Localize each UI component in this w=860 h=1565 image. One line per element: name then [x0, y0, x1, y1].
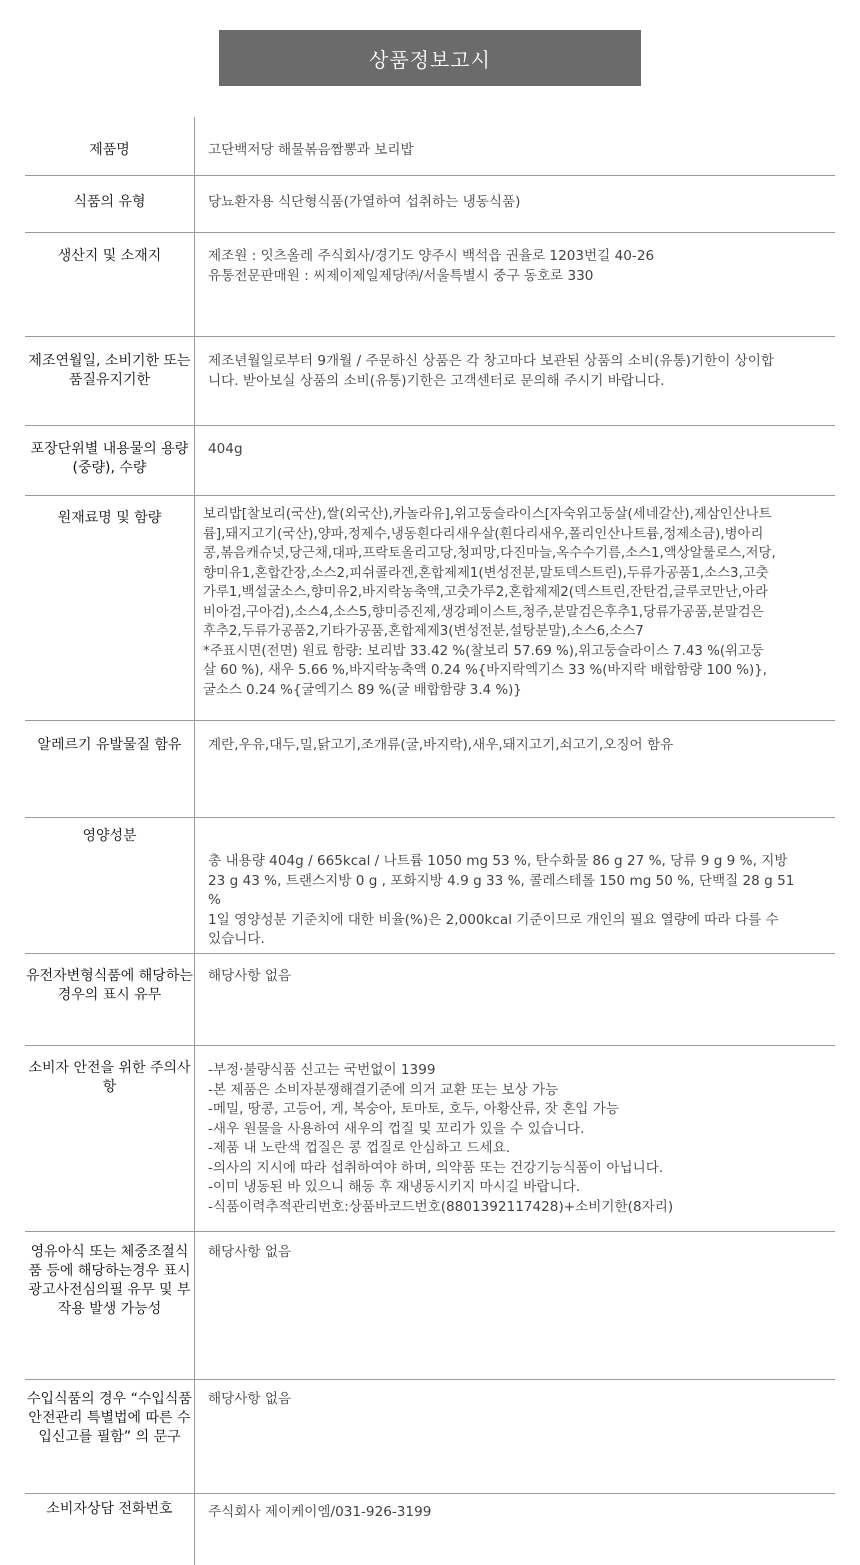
value-line: *주표시면(전면) 원료 함량: 보리밥 33.42 %(찰보리 57.69 %),위고둥슬라이스 7.43 %(위고둥: [203, 643, 764, 659]
label-line: 또는 품질유지기한: [68, 353, 191, 388]
row-label: [25, 1243, 194, 1319]
value-line: 후추2,두류가공품2,기타가공품,혼합제제3(변성전분,설탕분말),소스6,소스7: [203, 624, 644, 639]
value-line: -식품이력추적관리번호:상품바코드번호(8801392117428)+소비기한(8자리): [208, 1198, 674, 1215]
value-line: 굴소스 0.24 %{굴엑기스 89 %(굴 배합함량 3.4 %)}: [203, 682, 522, 698]
row-label: [25, 509, 194, 528]
value-line: 유통전문판매원 : 씨제이제일제당㈜/서울특별시 중구 동호로 330: [208, 267, 594, 284]
row-label: [25, 736, 194, 755]
row-product-name: [25, 117, 835, 176]
row-expiration: [25, 337, 835, 426]
row-imported-food: [25, 1380, 835, 1494]
row-label: [25, 967, 194, 1005]
label-line: 유무 및: [127, 1282, 173, 1298]
value-line: 니다. 받아보실 상품의 소비(유통)기한은 고객센터로 문의해 주시기 바랍니다.: [208, 372, 665, 389]
value-line: 총 내용량 404g / 665kcal / 나트륨 1050 mg 53 %, 탄수화물 86 g 27 %, 당류 9 g 9 %, 지방: [208, 853, 788, 869]
value-line: 가루1,백설굴소스,향미유2,바지락농축액,고춧가루2,혼합제제2(덱스트린,잔탄검,글루코만난,아라: [203, 585, 768, 600]
label-line: 소비자 안전을 위한: [28, 1060, 146, 1076]
row-food-type: [25, 176, 835, 233]
label-line: 부작용 발생 가능성: [57, 1282, 191, 1317]
label-line: 해당하는 경우의: [57, 968, 193, 1003]
row-label: [25, 827, 194, 846]
value-line: -새우 원물을 사용하여 새우의 껍질 및 꼬리가 있을 수 있습니다.: [208, 1120, 585, 1137]
value-line: 있습니다.: [208, 931, 265, 947]
row-package-capacity: [25, 426, 835, 496]
value-line: -부정·불량식품 신고는 국번없이 1399: [208, 1062, 436, 1078]
row-value: [208, 352, 836, 391]
label-line: 주의사항: [102, 1060, 191, 1095]
value-line: 콩,볶음캐슈넛,당근채,대파,프락토올리고당,청피망,다진마늘,옥수수기름,소스1,액상알룰로스,저당,: [203, 546, 776, 561]
value-line: 23 g 43 %, 트랜스지방 0 g , 포화지방 4.9 g 33 %, 콜레스테롤 150 mg 50 %, 단백질 28 g 51: [208, 872, 795, 889]
row-label: [25, 141, 194, 160]
label-line: 제품명: [89, 142, 130, 158]
row-value: [208, 736, 836, 756]
label-line: 식품의 유형: [73, 194, 146, 210]
row-label: [25, 247, 194, 266]
label-line: 알레르기 유발물질 함유: [37, 737, 182, 753]
row-value: [203, 505, 837, 700]
row-value: [208, 193, 836, 213]
value-line: 당뇨환자용 식단형식품(가열하여 섭취하는 냉동식품): [208, 194, 521, 210]
row-ingredients: [25, 496, 835, 721]
row-value: [208, 1061, 836, 1217]
row-safety-notes: [25, 1046, 835, 1232]
label-line: 전화번호: [118, 1501, 173, 1517]
row-value: [208, 141, 836, 161]
value-line: 고단백저당 해물볶음짬뽕과 보리밥: [208, 142, 414, 158]
row-label: [25, 1500, 194, 1519]
row-value: [208, 1390, 836, 1410]
row-value: [208, 1243, 836, 1263]
row-nutrition: [25, 818, 835, 954]
column-divider: [194, 117, 195, 1565]
label-line: 유전자변형식품에: [26, 968, 135, 984]
value-line: 향미유1,혼합간장,소스2,피쉬콜라겐,혼합제제1(변성전분,말토덱스트린),두류가공품1,소스3,고춧: [203, 565, 769, 581]
row-label: [25, 440, 194, 478]
value-line: -메밀, 땅콩, 고등어, 게, 복숭아, 토마토, 호두, 아황산류, 잣 혼입 가능: [208, 1101, 619, 1117]
value-line: 해당사항 없음: [208, 1391, 292, 1407]
row-value: [208, 440, 836, 460]
row-consumer-phone: [25, 1494, 835, 1565]
label-line: 영양성분: [82, 828, 137, 844]
value-line: %: [208, 892, 221, 908]
value-line: 계란,우유,대두,밀,닭고기,조개류(굴,바지락),새우,돼지고기,쇠고기,오징어 함유: [208, 737, 674, 753]
label-line: 수입식품의 경우: [27, 1391, 127, 1407]
value-line: -이미 냉동된 바 있으니 해동 후 재냉동시키지 마시길 바랍니다.: [208, 1179, 581, 1195]
value-line: 보리밥[찰보리(국산),쌀(외국산),카놀라유],위고둥슬라이스[자숙위고둥살(세네갈산),제삼인산나트: [203, 507, 772, 522]
value-line: 해당사항 없음: [208, 968, 292, 984]
label-line: 의 문구: [135, 1429, 181, 1445]
label-line: 수입신고를 필함”: [38, 1410, 191, 1445]
label-line: 소비자상담: [46, 1501, 115, 1517]
label-line: “수입식품안전관리: [28, 1391, 192, 1426]
value-line: 제조년월일로부터 9개월 / 주문하신 상품은 각 창고마다 보관된 상품의 소비(유통)기한이 상이합: [208, 353, 775, 369]
row-value: [208, 967, 836, 987]
value-line: 주식회사 제이케이엠/031-926-3199: [208, 1504, 432, 1520]
label-line: 표시 유무: [102, 987, 162, 1003]
label-line: 생산지 및 소재지: [57, 248, 162, 264]
value-line: 살 60 %), 새우 5.66 %,바지락농축액 0.24 %{바지락엑기스 33 %(바지락 배합함량 100 %)},: [203, 663, 768, 678]
value-line: -의사의 지시에 따라 섭취하여야 하며, 의약품 또는 건강기능식품이 아닙니다.: [208, 1159, 664, 1176]
value-line: 해당사항 없음: [208, 1244, 292, 1260]
value-line: 404g: [208, 441, 243, 457]
row-origin-location: [25, 233, 835, 337]
value-line: 륨],돼지고기(국산),양파,정제수,냉동흰다리새우살(흰다리새우,폴리인산나트륨,정제소금),병아리: [203, 526, 764, 542]
row-value: [208, 247, 836, 286]
label-line: 해당하는경우: [77, 1263, 160, 1279]
value-line: -본 제품은 소비자분쟁해결기준에 의거 교환 또는 보상 가능: [208, 1081, 559, 1098]
value-line: -제품 내 노란색 껍질은 콩 껍질로 안심하고 드세요.: [208, 1140, 511, 1156]
page-title: 상품정보고시: [219, 30, 641, 86]
label-line: 표시광고사전심의필: [28, 1263, 191, 1298]
label-line: 용량(중량), 수량: [72, 441, 189, 476]
label-line: 영유아식 또는: [30, 1244, 117, 1260]
row-value: [208, 1503, 836, 1523]
value-line: 제조원 : 잇츠올레 주식회사/경기도 양주시 백석읍 권율로 1203번길 40-26: [208, 248, 655, 264]
row-value: [208, 852, 836, 950]
row-gmo: [25, 954, 835, 1046]
row-label: [25, 352, 194, 390]
row-label: [25, 1059, 194, 1097]
label-line: 제조연월일, 소비기한: [28, 353, 160, 369]
label-line: 체중조절식품 등에: [28, 1244, 189, 1279]
row-label: [25, 1390, 194, 1447]
label-line: 포장단위별 내용물의: [30, 441, 157, 457]
label-line: 특별법에 따른: [86, 1410, 173, 1426]
value-line: 비아검,구아검),소스4,소스5,향미증진제,생강페이스트,청주,분말검은후추1,당류가공품,분말검은: [203, 604, 764, 620]
row-label: [25, 193, 194, 212]
row-allergens: [25, 721, 835, 818]
row-infant-diet-food: [25, 1232, 835, 1380]
label-line: 원재료명 및 함량: [57, 510, 162, 526]
value-line: 1일 영양성분 기준치에 대한 비율(%)은 2,000kcal 기준이므로 개인의 필요 열량에 따라 다를 수: [208, 911, 779, 928]
